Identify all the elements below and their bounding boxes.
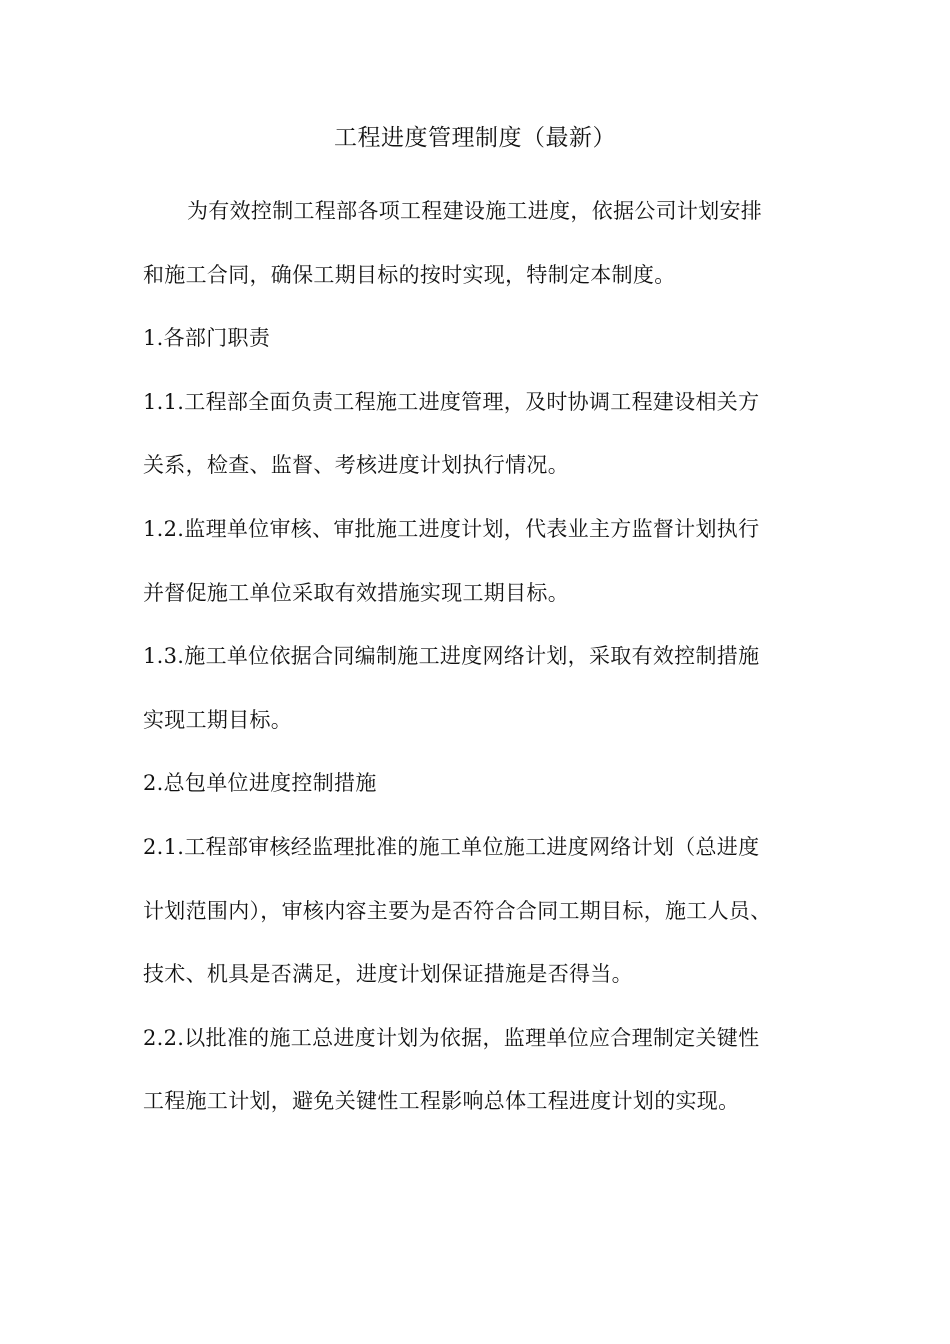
clause-2-1-line-2: 计划范围内），审核内容主要为是否符合合同工期目标，施工人员、 (143, 898, 772, 923)
document-body (143, 180, 813, 1134)
clause-2-1-line-1: 2.1.工程部审核经监理批准的施工单位施工进度网络计划（总进度 (143, 834, 760, 859)
section-heading-1: 1.各部门职责 (143, 326, 271, 351)
clause-1-2-line-1: 1.2.监理单位审核、审批施工进度计划，代表业主方监督计划执行 (143, 516, 760, 541)
section-heading-2: 2.总包单位进度控制措施 (143, 771, 377, 796)
page-title: 工程进度管理制度（最新） (334, 125, 616, 151)
clause-1-2-line-2: 并督促施工单位采取有效措施实现工期目标。 (143, 580, 569, 605)
clause-2-2-line-2: 工程施工计划，避免关键性工程影响总体工程进度计划的实现。 (143, 1089, 740, 1114)
clause-1-1-line-2: 关系，检查、监督、考核进度计划执行情况。 (143, 453, 569, 478)
clause-1-3-line-1: 1.3.施工单位依据合同编制施工进度网络计划，采取有效控制措施 (143, 644, 760, 669)
clause-2-2-line-1: 2.2.以批准的施工总进度计划为依据，监理单位应合理制定关键性 (143, 1025, 760, 1050)
paragraph-intro-line-2: 和施工合同，确保工期目标的按时实现，特制定本制度。 (143, 262, 676, 287)
clause-1-3-line-2: 实现工期目标。 (143, 707, 293, 732)
clause-2-1-line-3: 技术、机具是否满足，进度计划保证措施是否得当。 (143, 962, 633, 987)
clause-1-1-line-1: 1.1.工程部全面负责工程施工进度管理，及时协调工程建设相关方 (143, 389, 760, 414)
paragraph-intro-line-1: 为有效控制工程部各项工程建设施工进度，依据公司计划安排 (187, 199, 763, 223)
